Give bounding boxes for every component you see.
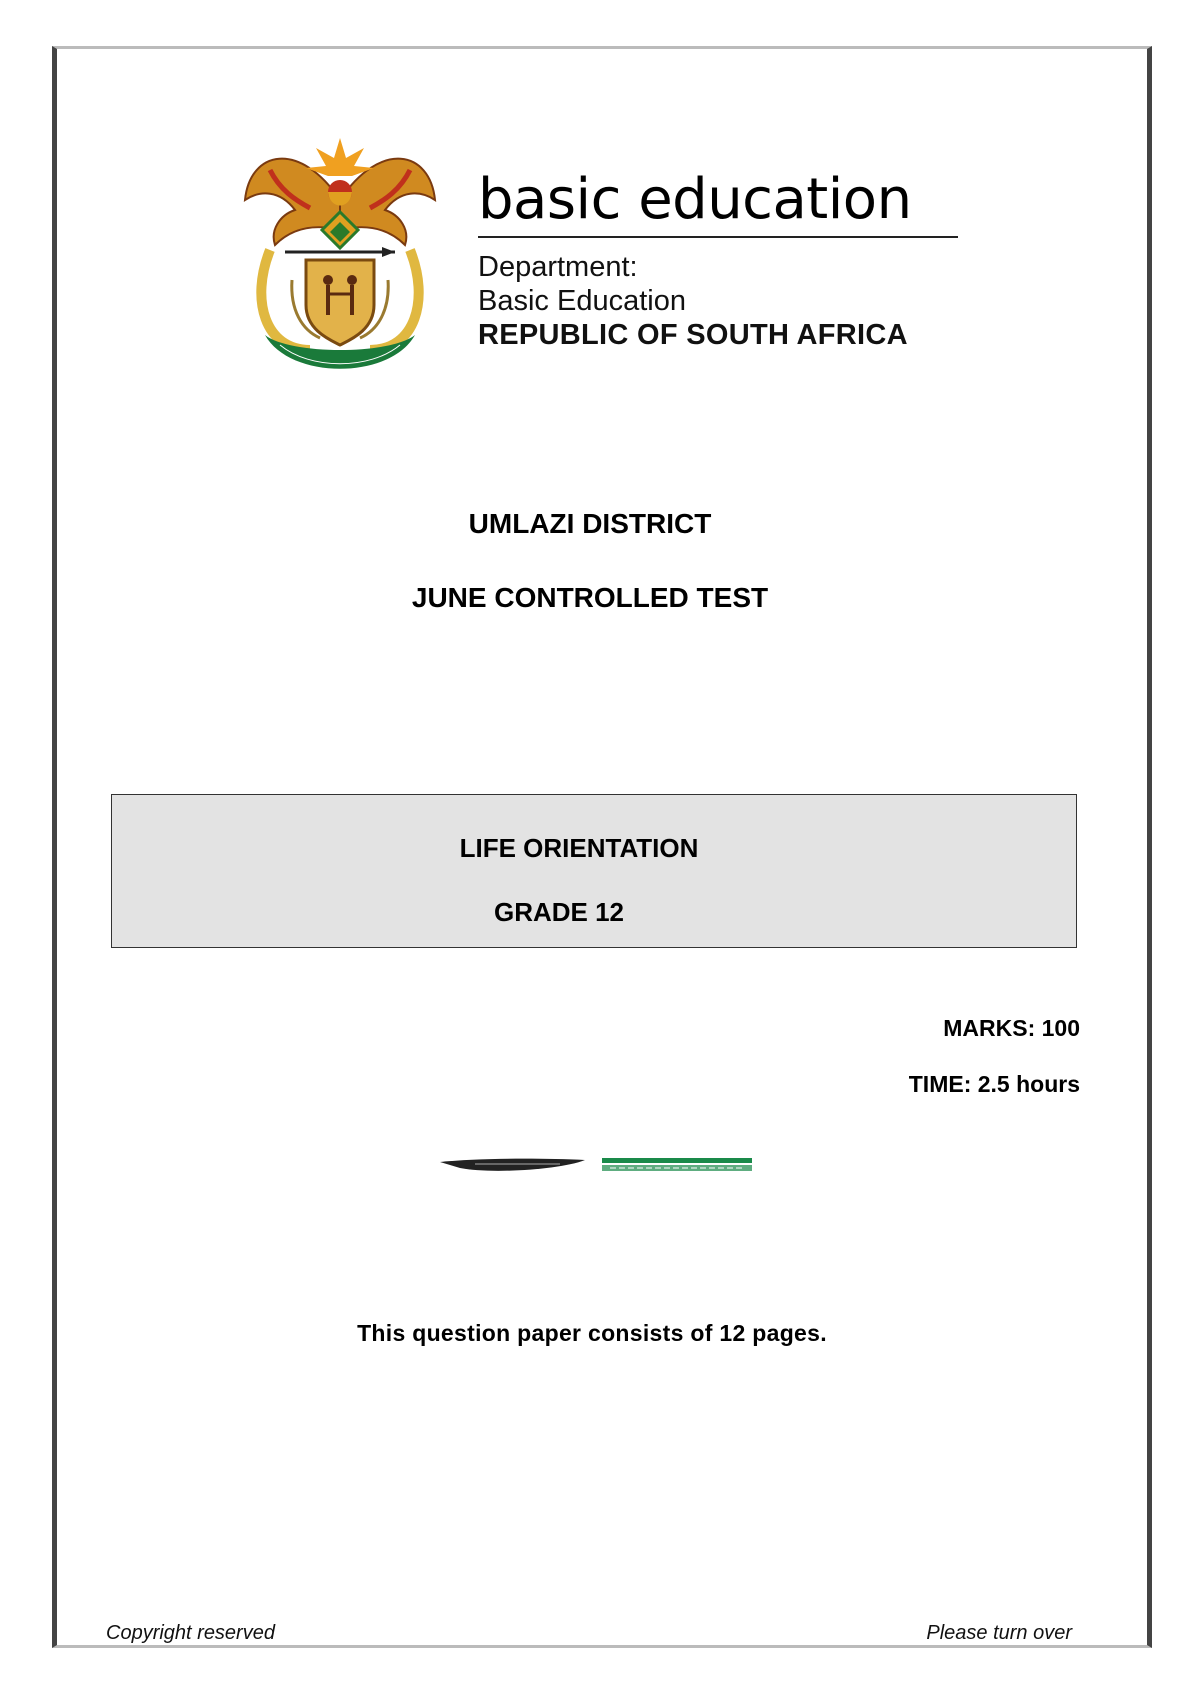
test-name-heading: JUNE CONTROLLED TEST xyxy=(411,582,769,613)
marks-label: MARKS: 100 xyxy=(943,1015,1080,1041)
country-name: REPUBLIC OF SOUTH AFRICA xyxy=(478,319,908,351)
turn-over-footer: Please turn over xyxy=(926,1622,1072,1644)
district-heading: UMLAZI DISTRICT xyxy=(468,508,712,539)
copyright-footer: Copyright reserved xyxy=(106,1622,275,1644)
freedom-logo xyxy=(440,1150,780,1180)
header xyxy=(240,130,980,380)
subject-title: LIFE ORIENTATION xyxy=(459,833,699,863)
subject-box xyxy=(111,794,1077,948)
time-label: TIME: 2.5 hours xyxy=(908,1071,1080,1097)
department-name: Basic Education xyxy=(478,285,686,317)
coat-of-arms-emblem xyxy=(240,130,440,380)
brand-title: basic education xyxy=(478,170,958,238)
grade-label: GRADE 12 xyxy=(493,897,625,927)
brand-block xyxy=(478,167,958,352)
department-label: Department: xyxy=(478,251,638,283)
pages-note: This question paper consists of 12 pages. xyxy=(357,1320,827,1346)
